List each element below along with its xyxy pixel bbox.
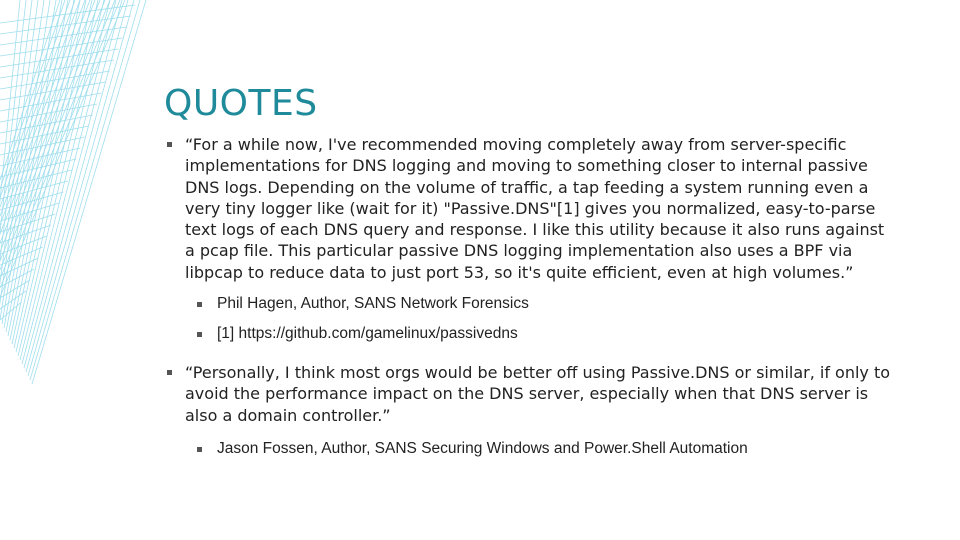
attribution-text-1: Phil Hagen, Author, SANS Network Forensics [217, 295, 529, 313]
attribution-text-2: Jason Fossen, Author, SANS Securing Windows and Power.Shell Automation [217, 439, 748, 457]
wire-strand-faint [0, 0, 90, 234]
slide-content [165, 134, 895, 459]
quote-text-1: “For a while now, I've recommended moving completely away from server-specific implementations for DNS logging and moving to something closer to internal passive DNS logs. Depending on the volume of traffic, a tap feeding a system running even a very tiny logger like (wait for it) "Passive.DNS"[1] gives you normalized, easy-to-parse text logs of each DNS query and response. I like this utility because it also runs against a pcap file. This particular passive DNS logging implementation also uses a BPF via libpcap to reduce data to just port 53, so it's quite efficient, even at high volumes.” [185, 135, 885, 282]
wire-cross [0, 16, 131, 34]
wire-strand-faint [0, 0, 85, 225]
sub-bullet-attribution-1 [197, 294, 895, 314]
reference-link-text[interactable]: [1] https://github.com/gamelinux/passivedns [217, 325, 518, 343]
bullet-square-icon [167, 142, 172, 147]
decorative-wireframe-graphic [0, 0, 150, 540]
quote-bullet-2 [165, 362, 895, 426]
bullet-square-icon [167, 370, 172, 375]
bullet-square-icon [197, 302, 202, 307]
sub-bullet-attribution-2 [197, 439, 895, 459]
bullet-square-icon [197, 332, 202, 337]
bullet-square-icon [197, 447, 202, 452]
wire-strand [28, 0, 134, 376]
sub-bullet-reference-link [197, 324, 895, 344]
quote-bullet-1 [165, 134, 895, 283]
slide-title: QUOTES [164, 83, 318, 124]
quote-text-2: “Personally, I think most orgs would be better off using Passive.DNS or similar, if only to avoid the performance impact on the DNS server, especially when that DNS server is also a domain controller.” [185, 363, 891, 425]
